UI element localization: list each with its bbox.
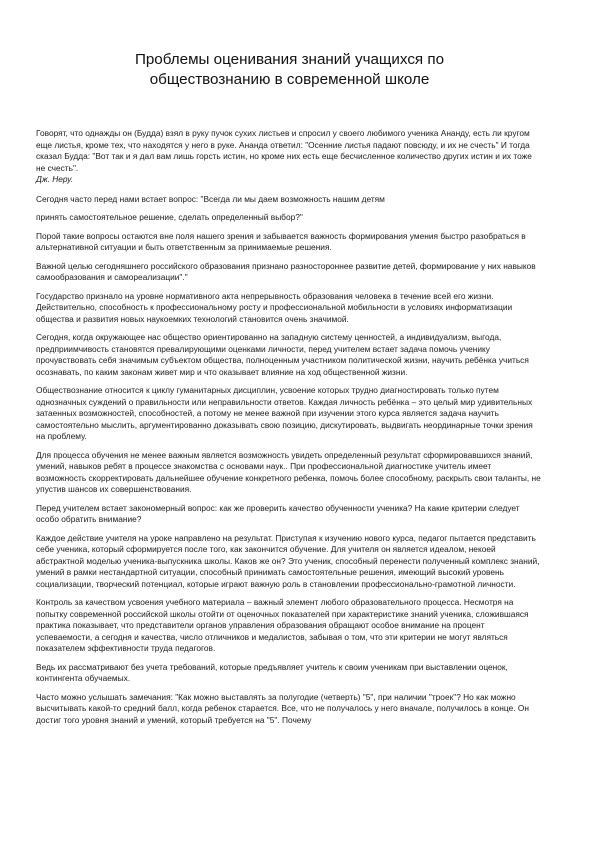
paragraph: Важной целью сегодняшнего российского образования признано разностороннее развитие детей, формирование у них навыков самообразования и самореализации"." — [36, 260, 536, 282]
paragraph: Для процесса обучения не менее важным является возможность увидеть определенный результат сформировавшихся знаний, умений, навыков ребят в процессе знакомства с основами наук.. При профессиональной диагностике учитель имеет возможность скорректировать дальнейшее обучение конкретного ребенка, помочь более способному, раскрыть свои таланты, не упустив шансов их совершенствования. — [36, 449, 541, 494]
epigraph-text: Говорят, что однажды он (Будда) взял в руку пучок сухих листьев и спросил у своего любимого ученика Ананду, есть ли кругом еще листья, кроме тех, что находятся у него в руке. Ананда ответил: "Осенние листья падают повсюду, и их не счесть" И тогда сказал Будда: "Вот так и я дал вам лишь горсть истин, но кроме них есть еще бесчисленное количество других истин и их тоже не счесть". — [36, 128, 532, 173]
title-line-2: обществознанию в современной школе — [149, 71, 430, 88]
paragraph: Контроль за качеством усвоения учебного материала – важный элемент любого образовательного процесса. Несмотря на попытку современной российской школы отойти от оценочных показателей при характеристике знаний ученика, сложившаяся практика показывает, что представители органов управления образования обращают особое внимание на процент успеваемости, а сегодня и качества, число отличников и медалистов, забывая о том, что эти критерии не могут являться показателем эффективности труда педагогов. — [36, 597, 529, 653]
document-title — [36, 50, 543, 90]
paragraph: Часто можно услышать замечания: "Как можно выставлять за полугодие (четверть) "5", при наличии "троек"? Но как можно высчитывать какой-то средний балл, когда ребенок старается. Все, что не получалось у него вначале, получилось в конце. Он достиг того уровня знаний и умений, который требуется на "5". Почему — [36, 691, 529, 725]
title-line-1: Проблемы оценивания знаний учащихся по — [134, 51, 445, 68]
paragraph: Сегодня часто перед нами встает вопрос: "Всегда ли мы даем возможность нашим детям — [36, 193, 385, 204]
paragraph: Ведь их рассматривают без учета требований, которые предъявляет учитель к своим ученикам при выставлении оценок, контингента обучаемых. — [36, 661, 508, 683]
paragraph: принять самостоятельное решение, сделать определенный выбор?" — [36, 212, 303, 222]
epigraph-author: Дж. Неру. — [36, 174, 74, 184]
paragraph: Перед учителем встает закономерный вопрос: как же проверить качество обученности ученика? На какие критерии следует особо обратить внимание? — [36, 502, 520, 524]
paragraph: Сегодня, когда окружающее нас общество ориентированно на западную систему ценностей, а индивидуализм, выгода, предприимчивость становятся превалирующими оценками личности, перед учителем встает задача помочь ученику прочувствовать себя значимым субъектом общества, полноценным участником политической жизни, научить ребёнка учиться осознавать, по каким законам живет мир и что оказывает влияние на ход общественной жизни. — [36, 332, 529, 377]
paragraph: Порой такие вопросы остаются вне поля нашего зрения и забывается важность формирования умения быстро разобраться в альтернативной ситуации и быть ответственным за принимаемые решения. — [36, 230, 526, 252]
paragraph: Обществознание относится к циклу гуманитарных дисциплин, усвоение которых трудно диагностировать только путем однозначных суждений о правильности или неправильности ответов. Каждая личность ребёнка – это целый мир удивительных затаенных возможностей, способностей, а потому не менее важной при изучении этого курса является задача научить самостоятельно мыслить, аргументированно доказывать свою позицию, дискутировать, выдвигать неординарные точки зрения на проблему. — [36, 385, 533, 441]
epigraph — [36, 128, 543, 186]
paragraph: Каждое действие учителя на уроке направлено на результат. Приступая к изучению нового курса, педагог пытается представить себе ученика, который сформируется после того, как закончится обучение. Для учителя он является идеалом, некоей абстрактной моделью ученика-выпускника школы. Каков же он? Это ученик, способный перенести полученный комплекс знаний, умений в рамки нестандартной ситуации, способный принимать самостоятельные решения, имеющий высокий уровень социализации, творческий потенциал, которые играют важную роль в становлении профессионально-грамотной личности. — [36, 532, 540, 589]
paragraph: Государство признало на уровне нормативного акта непрерывность образования человека в течение всей его жизни. Действительно, способность к профессиональному росту и профессиональной мобильности в условиях информатизации общества и развития новых наукоемких технологий становится очень значимой. — [36, 290, 513, 324]
